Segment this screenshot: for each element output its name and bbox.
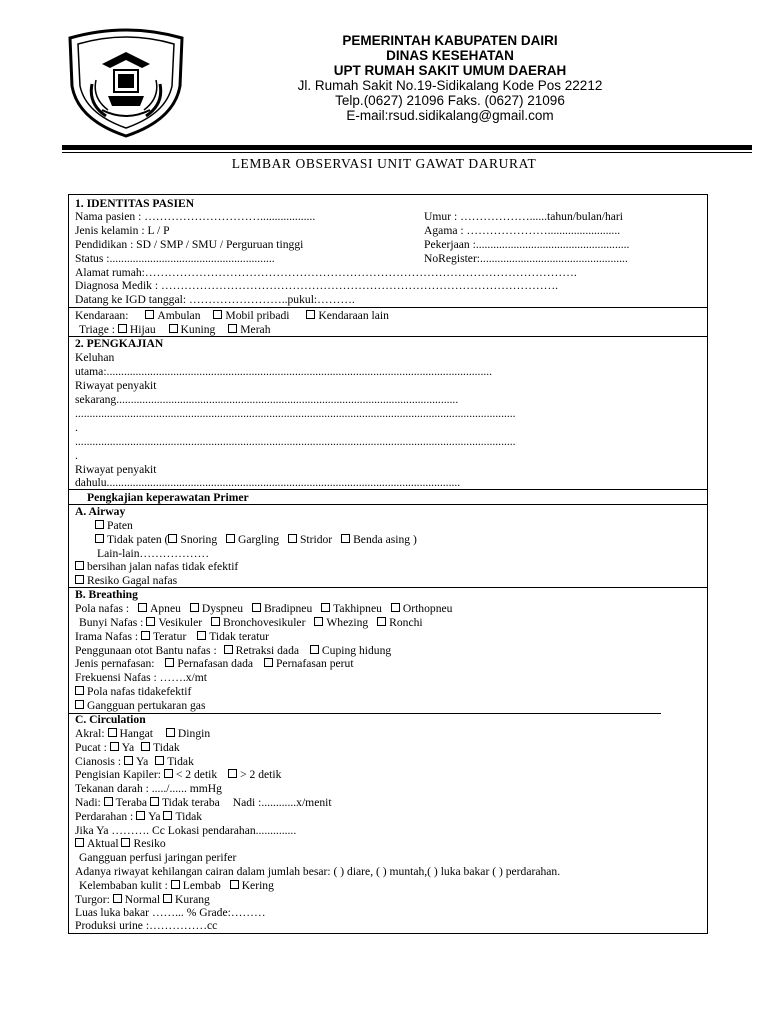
- checkbox-tidak-teratur[interactable]: [197, 631, 206, 640]
- akral-label: Akral:: [75, 727, 105, 740]
- checkbox-stridor[interactable]: [288, 534, 297, 543]
- field-riwayat-cairan[interactable]: Adanya riwayat kehilangan cairan dalam jumlah besar: ( ) diare, ( ) muntah,( ) luka bakar ( ) perdarahan.: [75, 865, 561, 878]
- checkbox-lembab[interactable]: [171, 880, 180, 889]
- triage-label: Triage :: [79, 323, 115, 336]
- org-address: Jl. Rumah Sakit No.19-Sidikalang Kode Pos 22212: [297, 78, 603, 93]
- checkbox-kendaraan-lain[interactable]: [306, 310, 315, 319]
- pengkajian-heading: 2. PENGKAJIAN: [75, 337, 164, 350]
- org-hospital: UPT RUMAH SAKIT UMUM DAERAH: [333, 63, 567, 78]
- label-hijau: Hijau: [129, 323, 156, 336]
- checkbox-snoring[interactable]: [168, 534, 177, 543]
- letterhead-rule-thick: [62, 145, 752, 150]
- checkbox-apneu[interactable]: [138, 603, 147, 612]
- field-keluhan-utama[interactable]: utama:.....................................................................................................................................: [75, 365, 493, 378]
- label-kurang: Kurang: [175, 893, 210, 906]
- label-tidak-paten: Tidak paten (: [107, 533, 169, 546]
- field-lokasi-pendarahan[interactable]: Jika Ya ………. Cc Lokasi pendarahan..............: [75, 824, 297, 837]
- breathing-pola-row: [75, 602, 452, 615]
- checkbox-hijau[interactable]: [118, 324, 127, 333]
- section-divider: [69, 489, 707, 490]
- breathing-gangguan-row: [75, 699, 205, 712]
- kendaraan-label: Kendaraan:: [75, 309, 129, 322]
- breathing-bunyi-row: [79, 616, 423, 629]
- breathing-jenis-row: [75, 657, 354, 670]
- checkbox-kuning[interactable]: [169, 324, 178, 333]
- field-jenis-kelamin[interactable]: Jenis kelamin : L / P: [75, 224, 170, 237]
- label-pernafasan-perut: Pernafasan perut: [275, 657, 354, 670]
- checkbox-dingin[interactable]: [166, 728, 175, 737]
- checkbox-pernafasan-dada[interactable]: [165, 658, 174, 667]
- label-merah: Merah: [240, 323, 271, 336]
- pola-label: Pola nafas :: [75, 602, 130, 615]
- label-takhipneu: Takhipneu: [333, 602, 382, 615]
- label-mobil-pribadi: Mobil pribadi: [225, 309, 290, 322]
- checkbox-mobil-pribadi[interactable]: [213, 310, 222, 319]
- field-riwayat-dahulu[interactable]: dahulu..........................................................................................................................: [75, 476, 461, 489]
- label-dingin: Dingin: [177, 727, 211, 740]
- label-aktual: Aktual: [87, 837, 119, 850]
- label-kapiler-lt2: < 2 detik: [175, 768, 218, 781]
- field-pendidikan[interactable]: Pendidikan : SD / SMP / SMU / Perguruan tinggi: [75, 238, 304, 251]
- field-airway-lain[interactable]: Lain-lain………………: [97, 547, 210, 560]
- field-produksi-urine[interactable]: Produksi urine :……………cc: [75, 919, 218, 932]
- airway-tidak-paten-row: [95, 533, 417, 546]
- primer-heading: Pengkajian keperawatan Primer: [87, 491, 249, 504]
- label-resiko: Resiko: [133, 837, 166, 850]
- label-tidak-teraba: Tidak teraba: [161, 796, 220, 809]
- label-apneu: Apneu: [150, 602, 181, 615]
- checkbox-kapiler-gt2[interactable]: [228, 769, 237, 778]
- label-stridor: Stridor: [299, 533, 333, 546]
- label-gargling: Gargling: [238, 533, 280, 546]
- label-pucat-ya: Ya: [121, 741, 135, 754]
- airway-resiko-row: [75, 574, 177, 587]
- airway-bersihan-row: [75, 560, 238, 573]
- field-umur[interactable]: Umur : ………………......tahun/bulan/hari: [424, 210, 624, 223]
- checkbox-tidak-teraba[interactable]: [150, 797, 159, 806]
- section-divider: [69, 307, 707, 308]
- label-retraksi-dada: Retraksi dada: [235, 644, 300, 657]
- checkbox-cuping-hidung[interactable]: [310, 645, 319, 654]
- checkbox-retraksi-dada[interactable]: [224, 645, 233, 654]
- checkbox-teraba[interactable]: [104, 797, 113, 806]
- field-diagnosa[interactable]: Diagnosa Medik : ………………………………………………………………………………………….: [75, 279, 559, 292]
- checkbox-perdarahan-ya[interactable]: [136, 811, 145, 820]
- label-kuning: Kuning: [180, 323, 216, 336]
- irama-label: Irama Nafas :: [75, 630, 139, 643]
- letterhead: [290, 33, 610, 123]
- bunyi-label: Bunyi Nafas :: [79, 616, 144, 629]
- label-pernafasan-dada: Pernafasan dada: [177, 657, 254, 670]
- kendaraan-row: [75, 309, 389, 322]
- checkbox-resiko-gagal-nafas[interactable]: [75, 575, 84, 584]
- dot-marker: .: [75, 449, 78, 462]
- field-riwayat-lanjutan-2[interactable]: ........................................................................................................................................................: [75, 435, 516, 448]
- checkbox-bersihan[interactable]: [75, 561, 84, 570]
- checkbox-orthopneu[interactable]: [391, 603, 400, 612]
- circulation-turgor-row: [75, 893, 210, 906]
- dot-marker: .: [75, 421, 78, 434]
- field-pekerjaan[interactable]: Pekerjaan :.....................................................: [424, 238, 630, 251]
- field-nama[interactable]: Nama pasien : …………………………...................: [75, 210, 316, 223]
- org-health-office: DINAS KESEHATAN: [386, 48, 514, 63]
- checkbox-teratur[interactable]: [141, 631, 150, 640]
- field-riwayat-sekarang[interactable]: sekarang......................................................................................................................: [75, 393, 459, 406]
- label-benda-asing: Benda asing ): [353, 533, 417, 546]
- letterhead-rule-thin: [62, 152, 752, 153]
- otot-label: Penggunaan otot Bantu nafas :: [75, 644, 217, 657]
- airway-heading: A. Airway: [75, 505, 126, 518]
- checkbox-whezing[interactable]: [314, 617, 323, 626]
- checkbox-dyspneu[interactable]: [190, 603, 199, 612]
- field-alamat[interactable]: Alamat rumah:………………………………………………………………………………………………….: [75, 266, 577, 279]
- label-bersihan: bersihan jalan nafas tidak efektif: [87, 560, 239, 573]
- checkbox-pola-nafas-tidak-efektif[interactable]: [75, 686, 84, 695]
- checkbox-ronchi[interactable]: [377, 617, 386, 626]
- circulation-aktual-row: [75, 837, 166, 850]
- label-whezing: Whezing: [326, 616, 369, 629]
- label-ambulan: Ambulan: [157, 309, 201, 322]
- label-lembab: Lembab: [182, 879, 221, 892]
- label-gangguan-pertukaran-gas: Gangguan pertukaran gas: [87, 699, 206, 712]
- checkbox-merah[interactable]: [228, 324, 237, 333]
- label-teraba: Teraba: [115, 796, 148, 809]
- section-divider: [69, 336, 707, 337]
- field-datang[interactable]: Datang ke IGD tanggal: ……………………..pukul:……….: [75, 293, 355, 306]
- breathing-pola-tidak-row: [75, 685, 191, 698]
- kelembaban-label: Kelembaban kulit :: [79, 879, 168, 892]
- label-hangat: Hangat: [119, 727, 154, 740]
- label-tidak-teratur: Tidak teratur: [209, 630, 270, 643]
- field-agama[interactable]: Agama : ………………….........................: [424, 224, 621, 237]
- checkbox-gargling[interactable]: [226, 534, 235, 543]
- label-perdarahan-tidak: Tidak: [175, 810, 203, 823]
- checkbox-normal[interactable]: [113, 894, 122, 903]
- label-resiko-gagal-nafas: Resiko Gagal nafas: [87, 574, 178, 587]
- label-vesikuler: Vesikuler: [158, 616, 203, 629]
- riwayat-dahulu-label: Riwayat penyakit: [75, 463, 157, 476]
- document-title: LEMBAR OBSERVASI UNIT GAWAT DARURAT: [231, 156, 537, 171]
- observation-form: [68, 194, 708, 934]
- label-dyspneu: Dyspneu: [201, 602, 244, 615]
- perfusi-label: Gangguan perfusi jaringan perifer: [79, 851, 237, 864]
- label-bronchovesikuler: Bronchovesikuler: [223, 616, 306, 629]
- label-teratur: Teratur: [153, 630, 187, 643]
- checkbox-pucat-ya[interactable]: [110, 742, 119, 751]
- circulation-heading: C. Circulation: [75, 713, 146, 726]
- label-perdarahan-ya: Ya: [148, 810, 161, 823]
- label-paten: Paten: [107, 519, 133, 532]
- label-cianosis-tidak: Tidak: [167, 755, 194, 768]
- checkbox-pernafasan-perut[interactable]: [264, 658, 273, 667]
- pucat-label: Pucat :: [75, 741, 107, 754]
- label-pola-nafas-tidak-efektif: Pola nafas tidakefektif: [87, 685, 192, 698]
- circulation-kelembaban-row: [79, 879, 274, 892]
- breathing-irama-row: [75, 630, 269, 643]
- riwayat-sekarang-label: Riwayat penyakit: [75, 379, 157, 392]
- breathing-heading: B. Breathing: [75, 588, 138, 601]
- checkbox-takhipneu[interactable]: [321, 603, 330, 612]
- checkbox-bradipneu[interactable]: [252, 603, 261, 612]
- checkbox-tidak-paten[interactable]: [95, 534, 104, 543]
- checkbox-kapiler-lt2[interactable]: [164, 769, 173, 778]
- circulation-cianosis-row: [75, 755, 194, 768]
- circulation-kapiler-row: [75, 768, 281, 781]
- checkbox-resiko[interactable]: [121, 838, 130, 847]
- checkbox-ambulan[interactable]: [145, 310, 154, 319]
- nadi-label: Nadi:: [75, 796, 101, 809]
- cianosis-label: Cianosis :: [75, 755, 122, 768]
- field-status[interactable]: Status :.........................................................: [75, 252, 275, 265]
- identitas-heading: 1. IDENTITAS PASIEN: [75, 197, 195, 210]
- turgor-label: Turgor:: [75, 893, 110, 906]
- label-kendaraan-lain: Kendaraan lain: [318, 309, 389, 322]
- perdarahan-label: Perdarahan :: [75, 810, 134, 823]
- checkbox-vesikuler[interactable]: [146, 617, 155, 626]
- org-email: E-mail:rsud.sidikalang@gmail.com: [346, 108, 554, 123]
- checkbox-paten[interactable]: [95, 520, 104, 529]
- circulation-nadi-row: [75, 796, 332, 809]
- circulation-perdarahan-row: [75, 810, 202, 823]
- dairi-regency-seal-logo: [62, 24, 190, 138]
- checkbox-cianosis-ya[interactable]: [124, 756, 133, 765]
- label-kapiler-gt2: > 2 detik: [240, 768, 282, 781]
- jenis-label: Jenis pernafasan:: [75, 657, 155, 670]
- airway-paten-row: [95, 519, 133, 532]
- field-tekanan-darah[interactable]: Tekanan darah : ...../...... mmHg: [75, 782, 222, 795]
- checkbox-perdarahan-tidak[interactable]: [163, 811, 172, 820]
- checkbox-aktual[interactable]: [75, 838, 84, 847]
- field-nadi-frekuensi[interactable]: Nadi :............x/menit: [232, 796, 332, 809]
- circulation-pucat-row: [75, 741, 180, 754]
- label-kering: Kering: [241, 879, 274, 892]
- org-phone: Telp.(0627) 21096 Faks. (0627) 21096: [335, 93, 565, 108]
- label-pucat-tidak: Tidak: [153, 741, 180, 754]
- label-orthopneu: Orthopneu: [402, 602, 453, 615]
- field-noregister[interactable]: NoRegister:...................................................: [424, 252, 628, 265]
- triage-row: [79, 323, 271, 336]
- checkbox-gangguan-pertukaran-gas[interactable]: [75, 700, 84, 709]
- section-divider: [69, 504, 707, 505]
- field-luas-luka-bakar[interactable]: Luas luka bakar ……... % Grade:………: [75, 906, 266, 919]
- pengisian-label: Pengisian Kapiler:: [75, 768, 161, 781]
- section-divider: [69, 587, 707, 588]
- field-riwayat-lanjutan-1[interactable]: ........................................................................................................................................................: [75, 407, 516, 420]
- org-government: PEMERINTAH KABUPATEN DAIRI: [342, 33, 558, 48]
- section-divider-partial: [69, 713, 661, 714]
- label-ronchi: Ronchi: [389, 616, 423, 629]
- checkbox-cianosis-tidak[interactable]: [155, 756, 164, 765]
- checkbox-kurang[interactable]: [163, 894, 172, 903]
- checkbox-kering[interactable]: [230, 880, 239, 889]
- checkbox-benda-asing[interactable]: [341, 534, 350, 543]
- label-cianosis-ya: Ya: [135, 755, 149, 768]
- keluhan-label: Keluhan: [75, 351, 115, 364]
- checkbox-hangat[interactable]: [108, 728, 117, 737]
- breathing-otot-row: [75, 644, 391, 657]
- label-normal: Normal: [124, 893, 161, 906]
- label-snoring: Snoring: [180, 533, 218, 546]
- field-frekuensi-nafas[interactable]: Frekuensi Nafas : …….x/mt: [75, 671, 208, 684]
- label-cuping-hidung: Cuping hidung: [321, 644, 392, 657]
- checkbox-bronchovesikuler[interactable]: [211, 617, 220, 626]
- label-bradipneu: Bradipneu: [263, 602, 313, 615]
- checkbox-pucat-tidak[interactable]: [141, 742, 150, 751]
- circulation-akral-row: [75, 727, 210, 740]
